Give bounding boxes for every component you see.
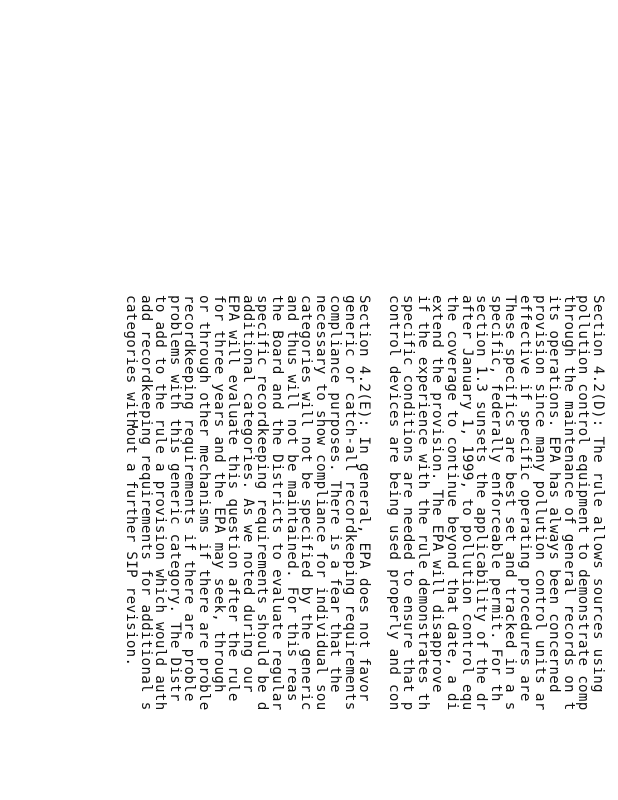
text-line: These specifics are best set and tracked in a s [502,295,519,711]
text-line: specific, federally enforceable permit. For th [487,295,504,702]
text-line: recordkeeping requirements if there are proble [181,295,198,702]
text-line: specific conditions are needed to ensure that p [400,295,417,711]
paragraph-section-4-2-d [386,295,605,800]
text-line: through the maintenance of general records on t [560,295,577,711]
text-line: and thus will not be maintained. For this reas [283,295,300,702]
text-line: the coverage to continue beyond that date, a di [444,295,461,711]
text-line: to add to the rule a provision which would auth [152,295,169,711]
text-line: necessary to show compliance for individual sou [312,295,329,711]
text-line: its operations. EPA has always been concerned [546,295,563,693]
text-line: effective if specific operating procedures are [517,295,534,702]
paragraph-gap [372,295,387,800]
text-line: pollution control equipment to demonstrate comp [575,295,592,711]
text-line: or through other mechanisms if there are proble [195,295,212,711]
text-line: after January 1, 1999, to pollution control equ [458,295,475,711]
text-line: extend the provision. The EPA will disapprove [429,295,446,693]
text-line: generic or catch-all recordkeeping requirements [341,295,358,711]
document-body [123,295,605,800]
text-line: categories without a further SIP revision. [123,295,139,667]
text-line: if the experience with the rule demonstrates th [414,295,431,711]
text-line: Section 4.2(D): The rule allows sources using [590,295,606,693]
text-line: section 1.3 sunsets the applicability of the dr [473,295,490,711]
text-line: the Board and the Districts to evaluate regular [268,295,285,711]
text-line: specific recordkeeping requirements should be d [254,295,271,711]
text-line: EPA will evaluate this question after the rule [225,295,242,702]
paragraph-section-4-2-e [123,295,371,800]
text-line: compliance purposes. There is a fear that the [327,295,344,693]
text-line: categories will not be specified by the generic [298,295,315,711]
text-line: provision since many pollution control units ar [531,295,548,711]
text-line: control devices are being used properly and con [385,295,402,711]
text-line: problems with this generic category. The Distr [166,295,183,702]
text-line: add recordkeeping requirements for additional s [137,295,154,711]
text-line: for three years and the EPA may seek, through [210,295,227,693]
text-line: additional categories. As we noted during our [239,295,256,693]
text-line: Section 4.2(E): In general, EPA does not favor [356,295,373,702]
